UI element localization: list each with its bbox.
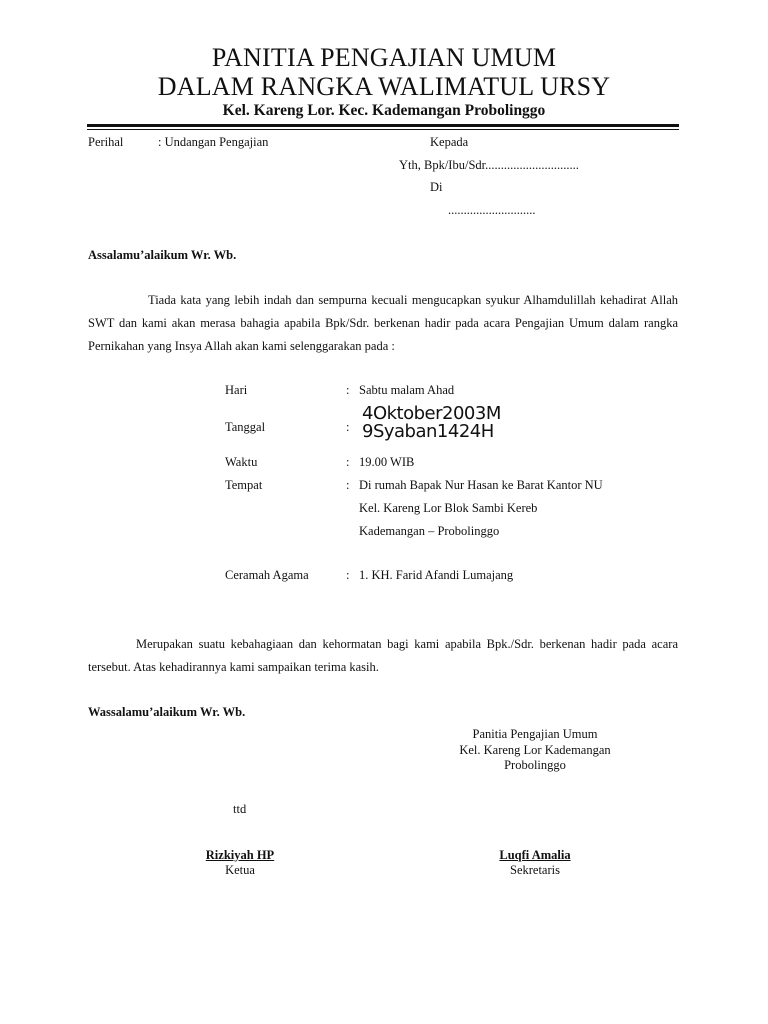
recipient-line: Yth, Bpk/Ibu/Sdr.............................. xyxy=(399,158,579,172)
waktu-value: 19.00 WIB xyxy=(359,455,415,469)
hari-value: Sabtu malam Ahad xyxy=(359,383,455,397)
signature-org-line3: Probolinggo xyxy=(504,758,566,772)
header-divider-thin xyxy=(87,129,679,130)
tanggal-colon: : xyxy=(346,420,350,434)
tanggal-value-masehi: 4Oktober2003M xyxy=(362,403,501,424)
secretary-role: Sekretaris xyxy=(510,863,560,877)
tanggal-value-hijri: 9Syaban1424H xyxy=(362,421,494,442)
chair-role: Ketua xyxy=(225,863,255,877)
tempat-label: Tempat xyxy=(225,478,263,492)
intro-paragraph: Tiada kata yang lebih indah dan sempurna kecuali mengucapkan syukur Alhamdulillah kehadirat Allah SWT dan kami akan merasa bahagia apabila Bpk/Sdr. berkenan hadir pada acara Pengajian Umum dalam rangka Pernikahan yang Insya Allah akan kami selenggarakan pada : xyxy=(88,293,678,353)
header-title-line2: DALAM RANGKA WALIMATUL URSY xyxy=(157,72,611,101)
secretary-name: Luqfi Amalia xyxy=(499,848,571,862)
waktu-colon: : xyxy=(346,455,350,469)
ceramah-label: Ceramah Agama xyxy=(225,568,309,582)
kepada-label: Kepada xyxy=(430,135,469,149)
closing-greeting: Wassalamu’alaikum Wr. Wb. xyxy=(88,705,246,719)
header-divider-thick xyxy=(87,124,679,127)
header-title-line1: PANITIA PENGAJIAN UMUM xyxy=(211,43,557,72)
signature-org-line1: Panitia Pengajian Umum xyxy=(472,727,598,741)
closing-paragraph: Merupakan suatu kebahagiaan dan kehormatan bagi kami apabila Bpk./Sdr. berkenan hadir pada acara tersebut. Atas kehadirannya kami sampaikan terima kasih. xyxy=(88,637,678,674)
tempat-line1: Di rumah Bapak Nur Hasan ke Barat Kantor NU xyxy=(359,478,603,492)
tanggal-label: Tanggal xyxy=(225,420,266,434)
header-subtitle: Kel. Kareng Lor. Kec. Kademangan Probolinggo xyxy=(222,102,546,119)
tempat-line2: Kel. Kareng Lor Blok Sambi Kereb xyxy=(359,501,538,515)
ceramah-colon: : xyxy=(346,568,350,582)
ceramah-value: 1. KH. Farid Afandi Lumajang xyxy=(359,568,514,582)
perihal-value: : Undangan Pengajian xyxy=(158,135,269,149)
opening-greeting: Assalamu’alaikum Wr. Wb. xyxy=(88,248,237,262)
di-label: Di xyxy=(430,180,443,194)
waktu-label: Waktu xyxy=(225,455,258,469)
ttd-mark: ttd xyxy=(233,802,247,816)
chair-name: Rizkiyah HP xyxy=(205,848,275,862)
hari-colon: : xyxy=(346,383,350,397)
perihal-label: Perihal xyxy=(88,135,124,149)
address-placeholder: ............................ xyxy=(448,203,536,217)
signature-org-line2: Kel. Kareng Lor Kademangan xyxy=(459,743,611,757)
tempat-line3: Kademangan – Probolinggo xyxy=(359,524,500,538)
hari-label: Hari xyxy=(225,383,248,397)
tempat-colon: : xyxy=(346,478,350,492)
